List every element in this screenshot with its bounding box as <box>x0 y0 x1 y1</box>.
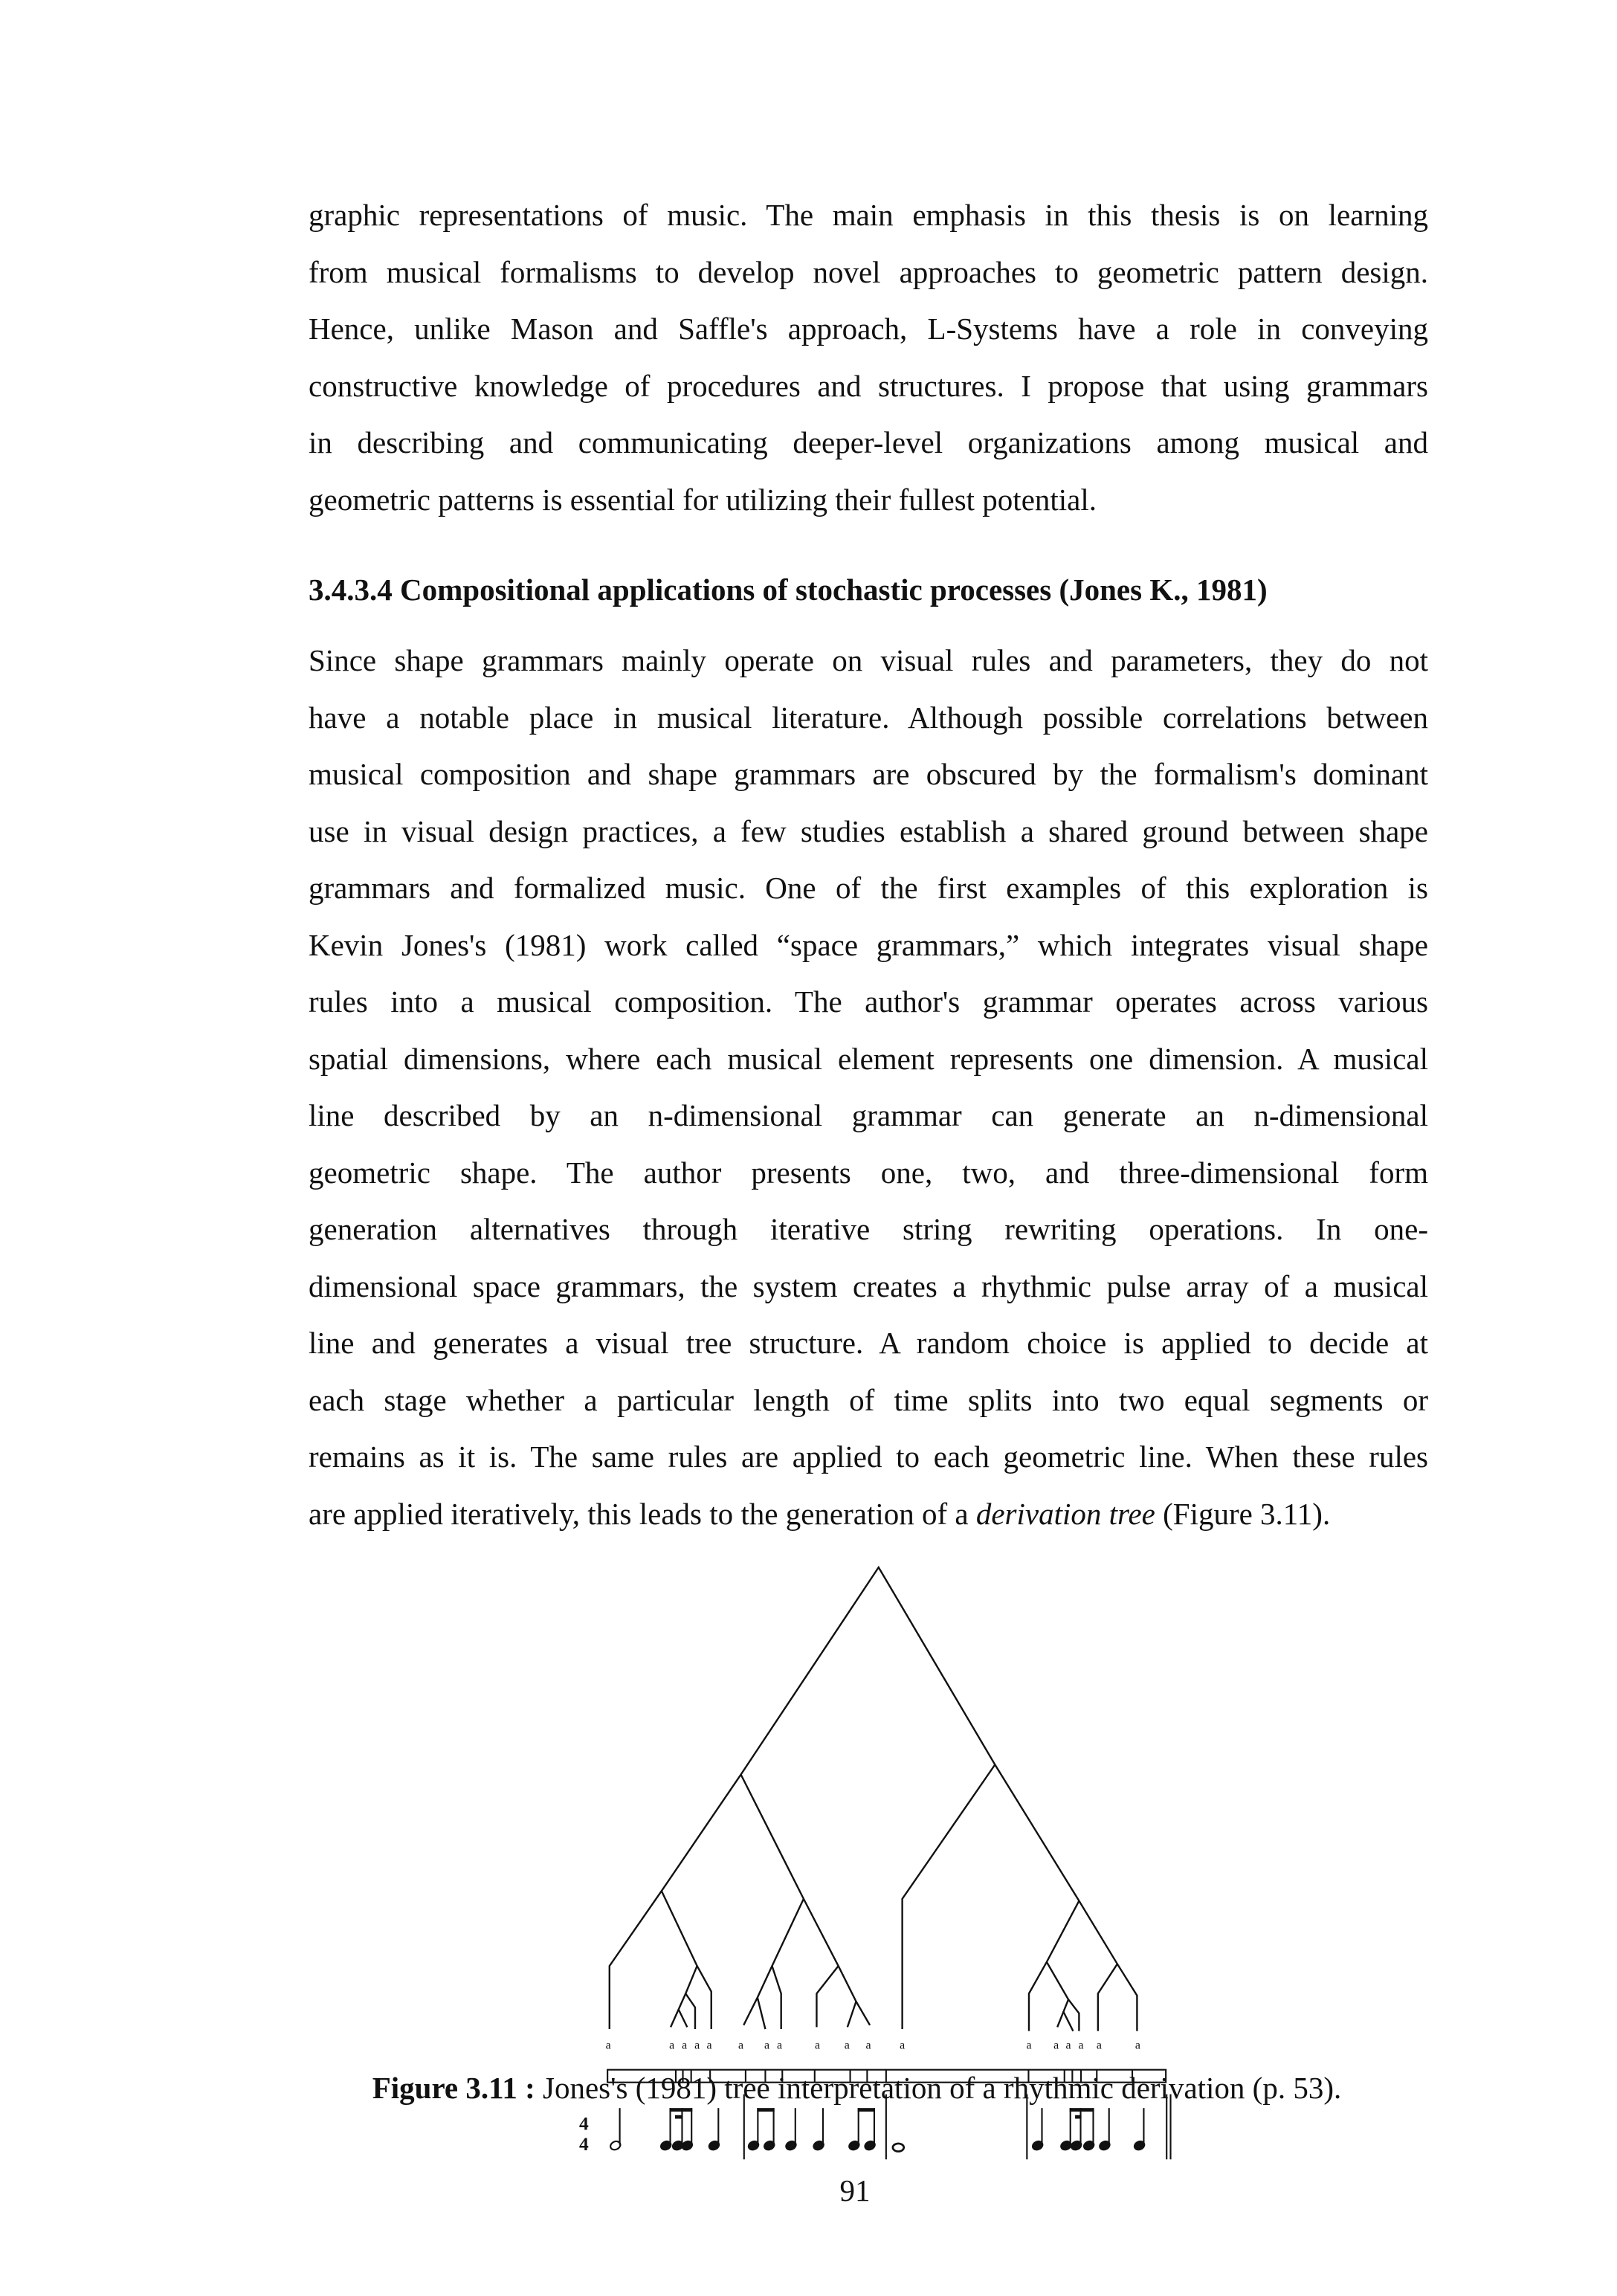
tree-branch <box>679 2009 688 2027</box>
leaf-label-a: a <box>865 2039 871 2052</box>
tree-branch <box>741 1775 871 2025</box>
text-line: spatial dimensions, where each musical element represents one dimension. A musical <box>309 1041 1428 1076</box>
tree-branch <box>743 1899 804 2025</box>
leaf-label-a: a <box>694 2039 700 2052</box>
time-signature-top: 4 <box>578 2112 589 2135</box>
text-line <box>309 1486 1428 1543</box>
text-line: from musical formalisms to develop novel approaches to geometric pattern design. <box>309 254 1428 289</box>
tree-branch <box>816 1966 838 2027</box>
figure-caption <box>0 2060 1617 2116</box>
text-line: geometric shape. The author presents one, two, and three-dimensional form <box>309 1155 1428 1190</box>
leaf-label-a: a <box>1065 2039 1071 2052</box>
paragraph-2 <box>309 632 1428 1542</box>
text-line: constructive knowledge of procedures and structures. I propose that using grammars <box>309 368 1428 403</box>
tree-branch <box>1063 2011 1073 2031</box>
paragraph-1 <box>309 187 1428 528</box>
text-run: (Figure 3.11). <box>1155 1496 1331 1531</box>
leaf-label-a: a <box>764 2039 770 2052</box>
leaf-label-a: a <box>682 2039 688 2052</box>
text-line: Hence, unlike Mason and Saffle's approach, L-Systems have a role in conveying <box>309 312 1428 346</box>
caption-text: Jones's (1981) tree interpretation of a rhythmic derivation (p. 53). <box>535 2071 1342 2105</box>
tree-branch <box>1098 1964 1117 2031</box>
leaf-label-a: a <box>1096 2039 1102 2052</box>
text-run: are applied iteratively, this leads to the generation of a <box>309 1496 976 1531</box>
leaf-label-a: a <box>738 2039 744 2052</box>
tree-branch <box>1029 1901 1079 2031</box>
text-line: line and generates a visual tree structure. A random choice is applied to decide at <box>309 1326 1428 1360</box>
text-line: dimensional space grammars, the system creates a rhythmic pulse array of a musical <box>309 1268 1428 1303</box>
text-line: each stage whether a particular length of time splits into two equal segments or <box>309 1382 1428 1417</box>
leaf-labels <box>606 2039 1140 2052</box>
text-line: in describing and communicating deeper-level organizations among musical and <box>309 425 1428 459</box>
tree-lines <box>610 1567 1137 2031</box>
caption-label: Figure 3.11 : <box>372 2071 535 2105</box>
tree-branch <box>848 2002 856 2028</box>
text-line: Kevin Jones's (1981) work called “space grammars,” which integrates visual shape <box>309 927 1428 962</box>
tree-branch <box>903 1764 995 2029</box>
leaf-label-a: a <box>605 2039 611 2052</box>
tree-branch <box>685 1966 697 2029</box>
tree-branch <box>758 1998 766 2029</box>
text-line: grammars and formalized music. One of the first examples of this exploration is <box>309 871 1428 905</box>
leaf-label-a: a <box>706 2039 712 2052</box>
text-line: have a notable place in musical literature. Although possible correlations between <box>309 700 1428 735</box>
leaf-label-a: a <box>844 2039 850 2052</box>
leaf-label-a: a <box>669 2039 675 2052</box>
leaf-label-a: a <box>1053 2039 1059 2052</box>
whole-note <box>893 2144 904 2152</box>
leaf-label-a: a <box>1026 2039 1032 2052</box>
text-line: Since shape grammars mainly operate on visual rules and parameters, they do not <box>309 643 1428 677</box>
text-line: generation alternatives through iterative string rewriting operations. In one- <box>309 1212 1428 1246</box>
leaf-label-a: a <box>900 2039 906 2052</box>
section-heading: 3.4.3.4 Compositional applications of stochastic processes (Jones K., 1981) <box>309 573 1268 607</box>
tree-branch <box>1057 1999 1068 2027</box>
text-line: graphic representations of music. The main emphasis in this thesis is on learning <box>309 198 1428 232</box>
leaf-label-a: a <box>1135 2039 1141 2052</box>
text-line: use in visual design practices, a few studies establish a shared ground between shape <box>309 813 1428 848</box>
time-signature-bottom: 4 <box>578 2132 589 2155</box>
text-line: remains as it is. The same rules are applied to each geometric line. When these rules <box>309 1439 1428 1474</box>
tree-branch <box>1047 1962 1079 2031</box>
tree-branch <box>662 1891 711 2029</box>
text-line: line described by an n-dimensional grammar can generate an n-dimensional <box>309 1098 1428 1132</box>
tree-branch <box>772 1966 781 2029</box>
text-line: geometric patterns is essential for utilizing their fullest potential. <box>309 482 1097 517</box>
text-line: musical composition and shape grammars are obscured by the formalism's dominant <box>309 757 1428 791</box>
page-number: 91 <box>839 2173 871 2208</box>
leaf-label-a: a <box>814 2039 821 2052</box>
text-line: rules into a musical composition. The author's grammar operates across various <box>309 984 1428 1019</box>
tree-branch <box>610 1567 1137 2031</box>
italic-term: derivation tree <box>975 1496 1155 1531</box>
leaf-label-a: a <box>777 2039 783 2052</box>
leaf-label-a: a <box>1078 2039 1084 2052</box>
